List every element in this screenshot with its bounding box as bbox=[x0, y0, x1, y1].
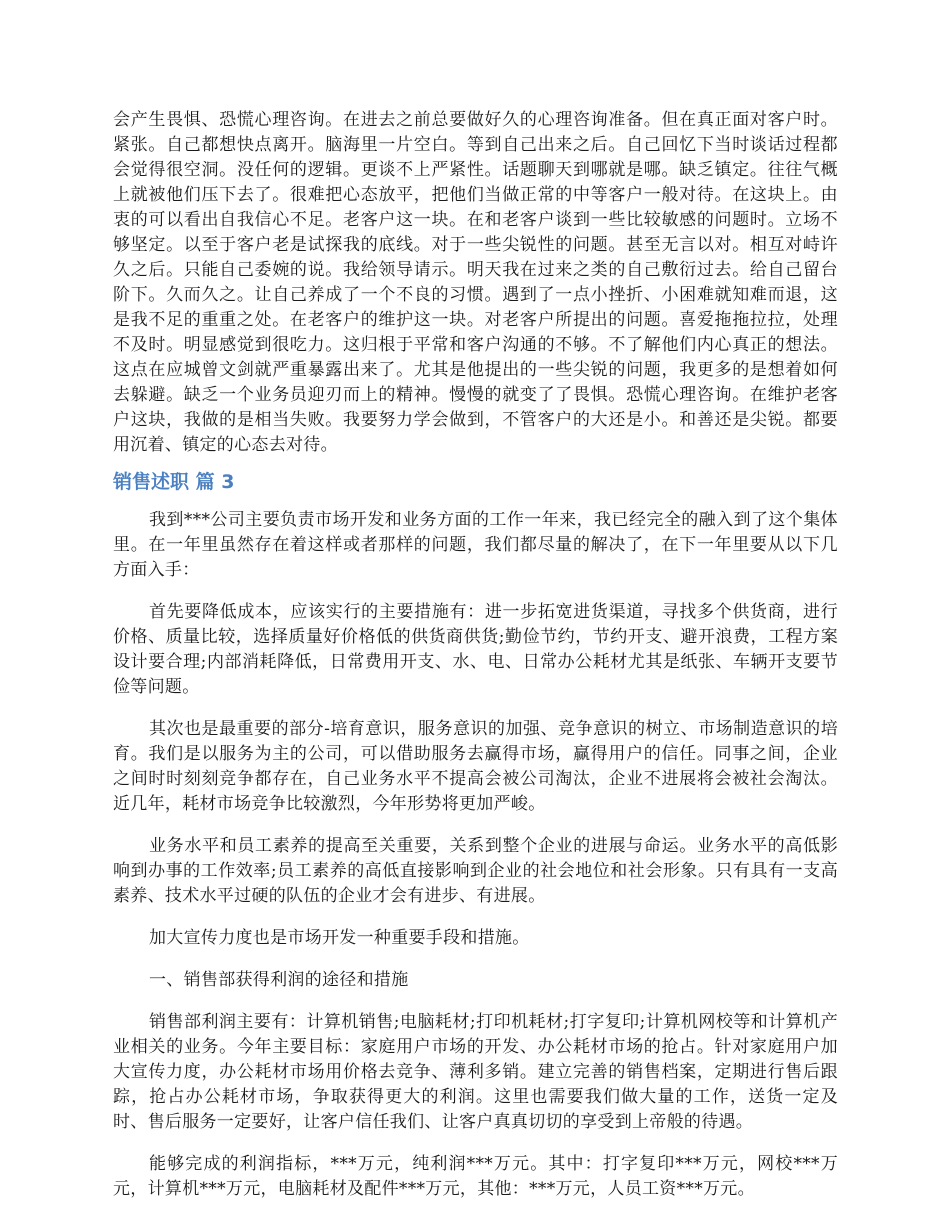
paragraph-5: 加大宣传力度也是市场开发一种重要手段和措施。 bbox=[149, 928, 530, 948]
section-heading: 销售述职 篇 3 bbox=[113, 471, 235, 493]
intro-paragraph: 会产生畏惧、恐慌心理咨询。在进去之前总要做好久的心理咨询准备。但在真正面对客户时。紧张。自己都想快点离开。脑海里一片空白。等到自己出来之后。自己回忆下当时谈话过程都会觉得很空洞。没任何的逻辑。更谈不上严紧性。话题聊天到哪就是哪。缺乏镇定。往往气概上就被他们压下去了。很难把心态放平，把他们当做正常的中等客户一般对待。在这块上。由衷的可以看出自我信心不足。老客户这一块。在和老客户谈到一些比较敏感的问题时。立场不够坚定。以至于客户老是试探我的底线。对于一些尖锐性的问题。甚至无言以对。相互对峙许久之后。只能自己委婉的说。我给领导请示。明天我在过来之类的自己敷衍过去。给自己留台阶下。久而久之。让自己养成了一个不良的习惯。遇到了一点小挫折、小困难就知难而退，这是我不足的重重之处。在老客户的维护这一块。对老客户所提出的问题。喜爱拖拖拉拉，处理不及时。明显感觉到很吃力。这归根于平常和客户沟通的不够。不了解他们内心真正的想法。这点在应城曾文剑就严重暴露出来了。尤其是他提出的一些尖锐的问题，我更多的是想着如何去躲避。缺乏一个业务员迎刃而上的精神。慢慢的就变了了畏惧。恐慌心理咨询。在维护老客户这块，我做的是相当失败。我要努力学会做到，不管客户的大还是小。和善还是尖锐。都要用沉着、镇定的心态去对待。 bbox=[113, 110, 838, 455]
document-page bbox=[113, 108, 838, 1219]
paragraph-1: 我到***公司主要负责市场开发和业务方面的工作一年来，我已经完全的融入到了这个集体里。在一年里虽然存在着这样或者那样的问题，我们都尽量的解决了，在下一年里要从以下几方面入手： bbox=[113, 510, 838, 580]
paragraph-2: 首先要降低成本，应该实行的主要措施有：进一步拓宽进货渠道，寻找多个供货商，进行价格、质量比较，选择质量好价格低的供货商供货;勤俭节约，节约开支、避开浪费，工程方案设计要合理;内部消耗降低，日常费用开支、水、电、日常办公耗材尤其是纸张、车辆开支要节俭等问题。 bbox=[113, 602, 838, 697]
subsection-heading: 一、销售部获得利润的途径和措施 bbox=[149, 970, 409, 990]
paragraph-7: 能够完成的利润指标，***万元，纯利润***万元。其中：打字复印***万元，网校***万元，计算机***万元，电脑耗材及配件***万元，其他：***万元，人员工资***万元。 bbox=[113, 1154, 838, 1199]
paragraph-3: 其次也是最重要的部分-培育意识，服务意识的加强、竞争意识的树立、市场制造意识的培育。我们是以服务为主的公司，可以借助服务去赢得市场，赢得用户的信任。同事之间，企业之间时时刻刻竞争都存在，自己业务水平不提高会被公司淘汰，企业不进展将会被社会淘汰。近几年，耗材市场竞争比较激烈，今年形势将更加严峻。 bbox=[113, 719, 838, 814]
paragraph-4: 业务水平和员工素养的提高至关重要，关系到整个企业的进展与命运。业务水平的高低影响到办事的工作效率;员工素养的高低直接影响到企业的社会地位和社会形象。只有具有一支高素养、技术水平过硬的队伍的企业才会有进步、有进展。 bbox=[113, 836, 838, 906]
paragraph-6: 销售部利润主要有：计算机销售;电脑耗材;打印机耗材;打字复印;计算机网校等和计算机产业相关的业务。今年主要目标：家庭用户市场的开发、办公耗材市场的抢占。针对家庭用户加大宣传力度，办公耗材市场用价格去竞争、薄利多销。建立完善的销售档案，定期进行售后跟踪，抢占办公耗材市场，争取获得更大的利润。这里也需要我们做大量的工作，送货一定及时、售后服务一定要好，让客户信任我们、让客户真真切切的享受到上帝般的待遇。 bbox=[113, 1012, 838, 1132]
